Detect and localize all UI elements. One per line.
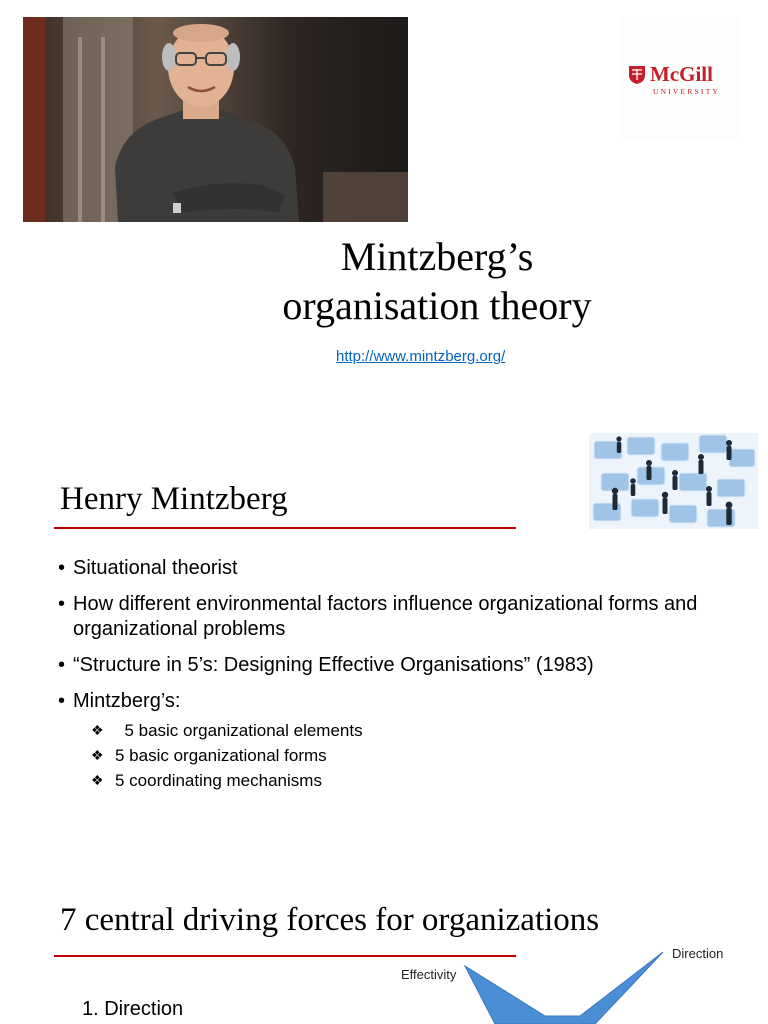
bullet-dot-icon: •: [58, 654, 66, 676]
presenter-photo: [23, 17, 408, 222]
bullet-text: Situational theorist: [73, 557, 238, 579]
diagram-label-effectivity: Effectivity: [401, 967, 457, 982]
forces-arrow-shape: [465, 952, 663, 1024]
bullet-dot-icon: •: [58, 593, 66, 615]
slide-heading: 7 central driving forces for organizations: [60, 902, 600, 938]
list-item: [58, 592, 738, 642]
bullet-text: “Structure in 5’s: Designing Effective Organisations” (1983): [73, 654, 594, 676]
driving-forces-slide: [0, 880, 768, 1024]
sub-list-item: [73, 718, 738, 743]
slide-heading: Henry Mintzberg: [60, 481, 288, 517]
logo-subtitle: UNIVERSITY: [653, 87, 720, 96]
list-item: [58, 653, 738, 678]
title-slide: [0, 0, 768, 384]
forces-diagram: [395, 940, 768, 1024]
sub-bullet-text: 5 coordinating mechanisms: [115, 771, 322, 790]
list-item: [58, 689, 738, 793]
mcgill-logo: [620, 17, 740, 139]
diamond-bullet-icon: ❖: [91, 722, 104, 738]
diamond-bullet-icon: ❖: [91, 747, 104, 763]
bullet-list: [58, 556, 738, 804]
forces-list: [82, 997, 183, 1021]
bullet-dot-icon: •: [58, 690, 66, 712]
bullet-dot-icon: •: [58, 557, 66, 579]
sub-list-item: [73, 743, 738, 768]
list-item: 1. Direction: [82, 998, 184, 1020]
presenter-photo-image: [23, 17, 408, 222]
bullet-text: How different environmental factors influence organizational forms and organizational problems: [73, 593, 698, 640]
diagram-label-direction: Direction: [672, 946, 724, 961]
slide-title: [200, 232, 674, 330]
puzzle-people-image: [589, 433, 758, 529]
puzzle-people-illustration: [589, 433, 758, 529]
heading-underline: [54, 527, 516, 529]
slide-title-line-2: organisation theory: [282, 283, 592, 328]
mcgill-crest-icon: [628, 65, 646, 85]
bullet-text: Mintzberg’s:: [73, 690, 181, 712]
logo-wordmark: McGill: [650, 62, 713, 86]
slide-title-line-1: Mintzberg’s: [340, 234, 534, 279]
sub-bullet-text: 5 basic organizational elements: [115, 721, 363, 740]
diamond-bullet-icon: ❖: [91, 772, 104, 788]
henry-mintzberg-slide: [0, 416, 768, 848]
list-item: [58, 556, 738, 581]
sub-list-item: [73, 768, 738, 793]
mintzberg-website-link[interactable]: http://www.mintzberg.org/: [336, 348, 506, 365]
sub-bullet-text: 5 basic organizational forms: [115, 746, 327, 765]
sub-bullet-list: [73, 718, 738, 793]
